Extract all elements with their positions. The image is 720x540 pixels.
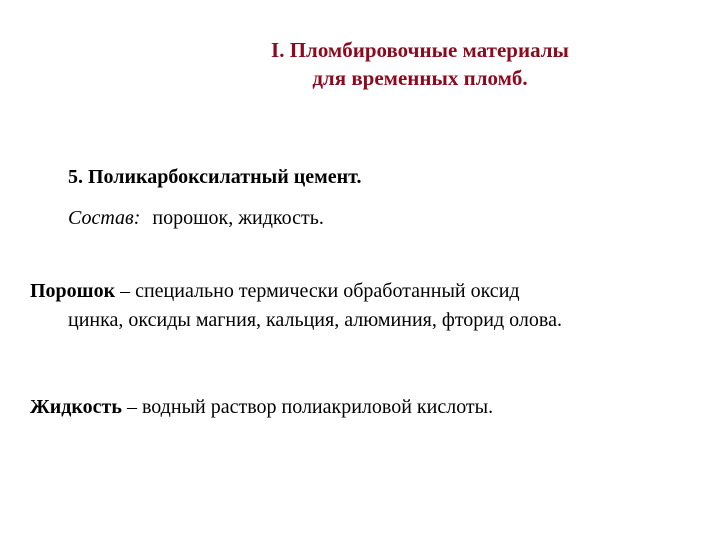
liquid-text: – водный раствор полиакриловой кислоты. <box>121 396 494 418</box>
section-heading: 5. Поликарбоксилатный цемент. <box>68 166 362 188</box>
composition-line <box>68 205 324 231</box>
composition-value: порошок, жидкость. <box>152 207 324 229</box>
slide-title <box>180 36 660 92</box>
liquid-paragraph <box>30 393 690 422</box>
liquid-term: Жидкость <box>30 396 122 418</box>
powder-term: Порошок <box>30 280 116 302</box>
slide-title-line-2: для временных пломб. <box>312 66 528 90</box>
composition-label: Состав: <box>68 207 141 229</box>
slide-title-line-1: I. Пломбировочные материалы <box>271 38 569 62</box>
powder-text-line-1: – специально термически обработанный оксид <box>115 280 520 302</box>
powder-paragraph <box>30 277 690 335</box>
powder-text-line-2: цинка, оксиды магния, кальция, алюминия, фторид олова. <box>68 309 562 331</box>
